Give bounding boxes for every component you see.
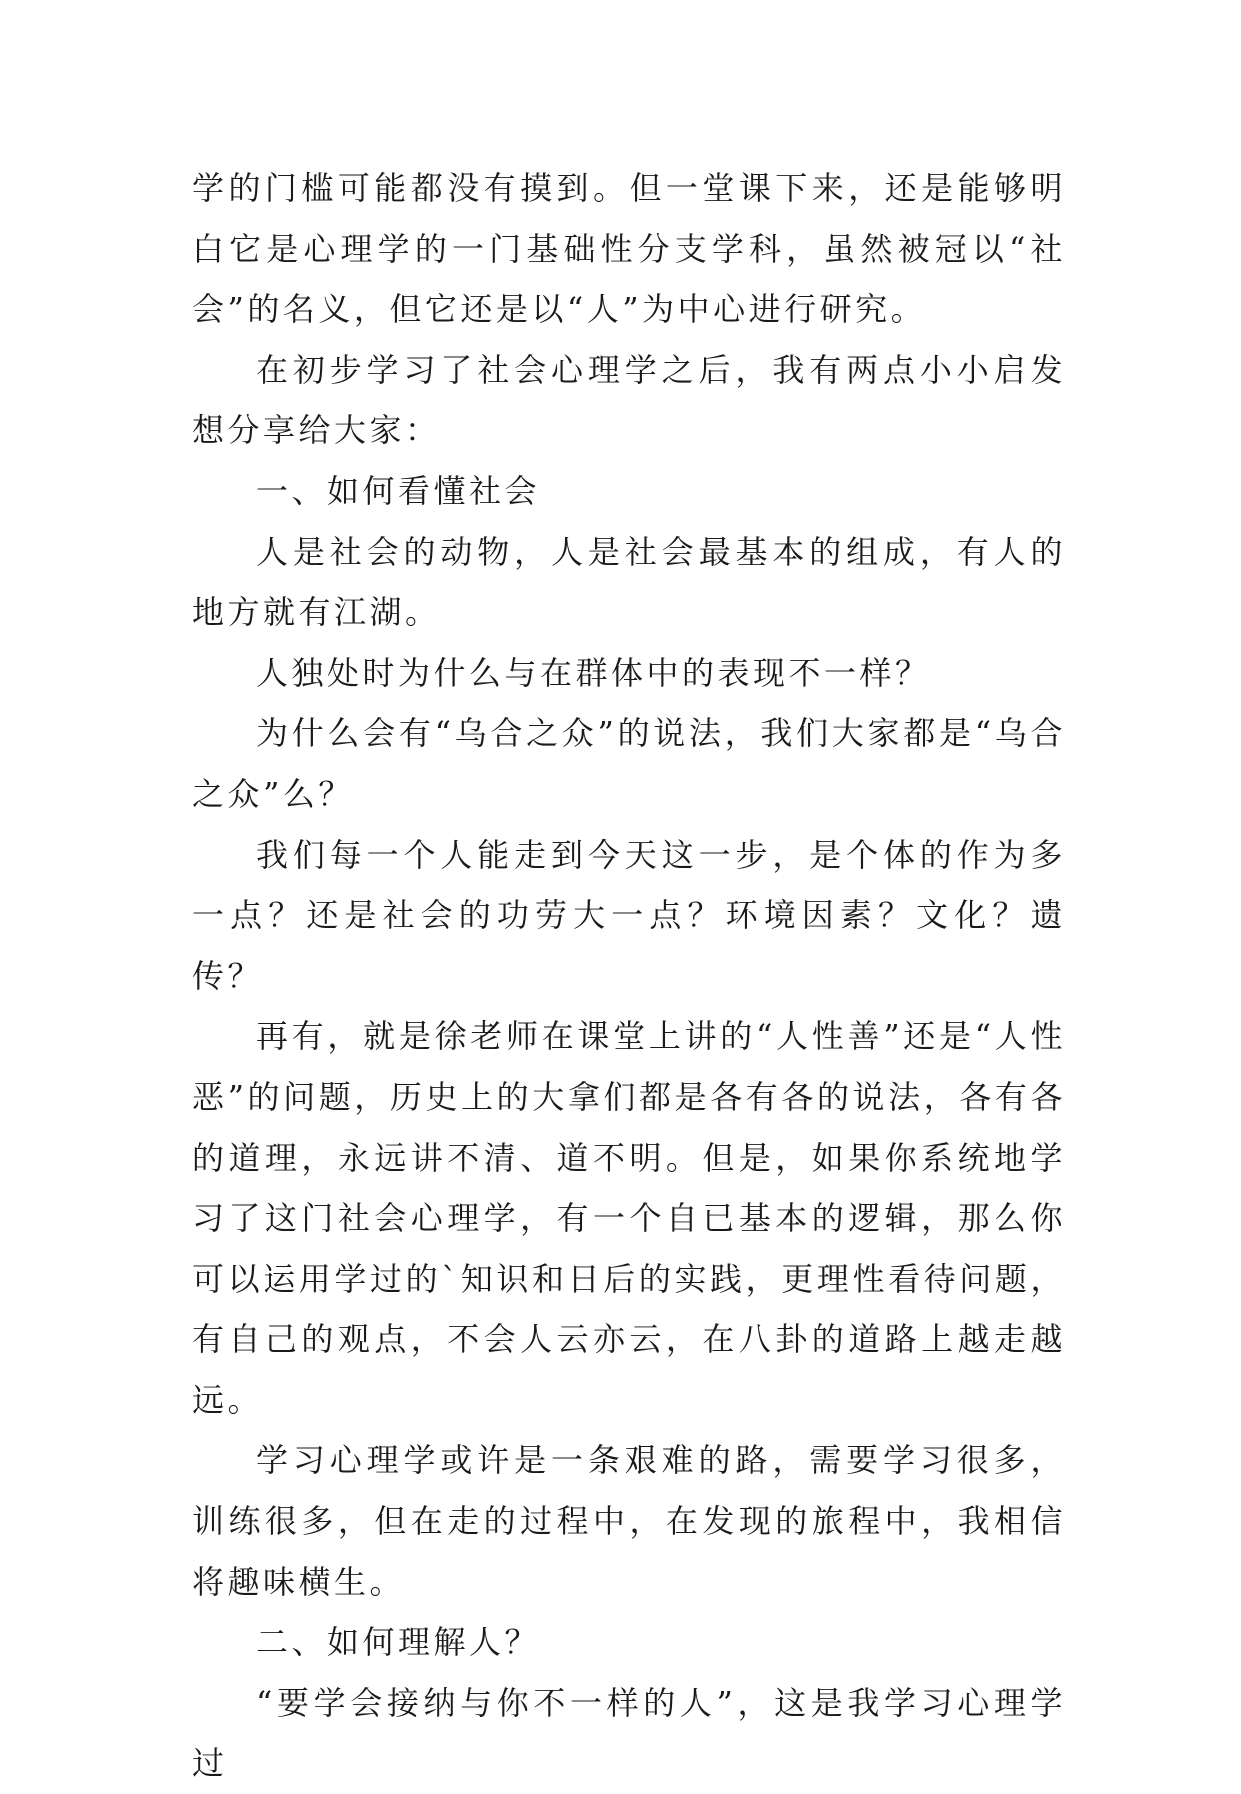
section-heading-2: 二、如何理解人？ bbox=[256, 1623, 541, 1662]
section-heading-1: 一、如何看懂社会 bbox=[256, 471, 541, 510]
paragraph-4: 人独处时为什么与在群体中的表现不一样？ bbox=[256, 653, 931, 692]
document-body bbox=[192, 158, 1066, 1794]
paragraph-8: 学习心理学或许是一条艰难的路，需要学习很多，训练很多，但在走的过程中，在发现的旅程中，我相信将趣味横生。 bbox=[192, 1441, 1066, 1601]
paragraph-5: 为什么会有“乌合之众”的说法，我们大家都是“乌合之众”么？ bbox=[192, 714, 1066, 813]
paragraph-7: 再有，就是徐老师在课堂上讲的“人性善”还是“人性恶”的问题，历史上的大拿们都是各有各的说法，各有各的道理，永远讲不清、道不明。但是，如果你系统地学习了这门社会心理学，有一个自已基本的逻辑，那么你可以运用学过的`知识和日后的实践，更理性看待问题，有自己的观点，不会人云亦云，在八卦的道路上越走越远。 bbox=[192, 1017, 1066, 1419]
paragraph-1: 学的门槛可能都没有摸到。但一堂课下来，还是能够明白它是心理学的一门基础性分支学科，虽然被冠以“社会”的名义，但它还是以“人”为中心进行研究。 bbox=[192, 169, 1066, 329]
paragraph-2: 在初步学习了社会心理学之后，我有两点小小启发想分享给大家： bbox=[192, 350, 1066, 450]
paragraph-9: “要学会接纳与你不一样的人”，这是我学习心理学过 bbox=[192, 1683, 1066, 1783]
paragraph-3: 人是社会的动物，人是社会最基本的组成，有人的地方就有江湖。 bbox=[192, 532, 1066, 632]
paragraph-6: 我们每一个人能走到今天这一步，是个体的作为多一点？还是社会的功劳大一点？环境因素？文化？遗传？ bbox=[192, 835, 1066, 995]
